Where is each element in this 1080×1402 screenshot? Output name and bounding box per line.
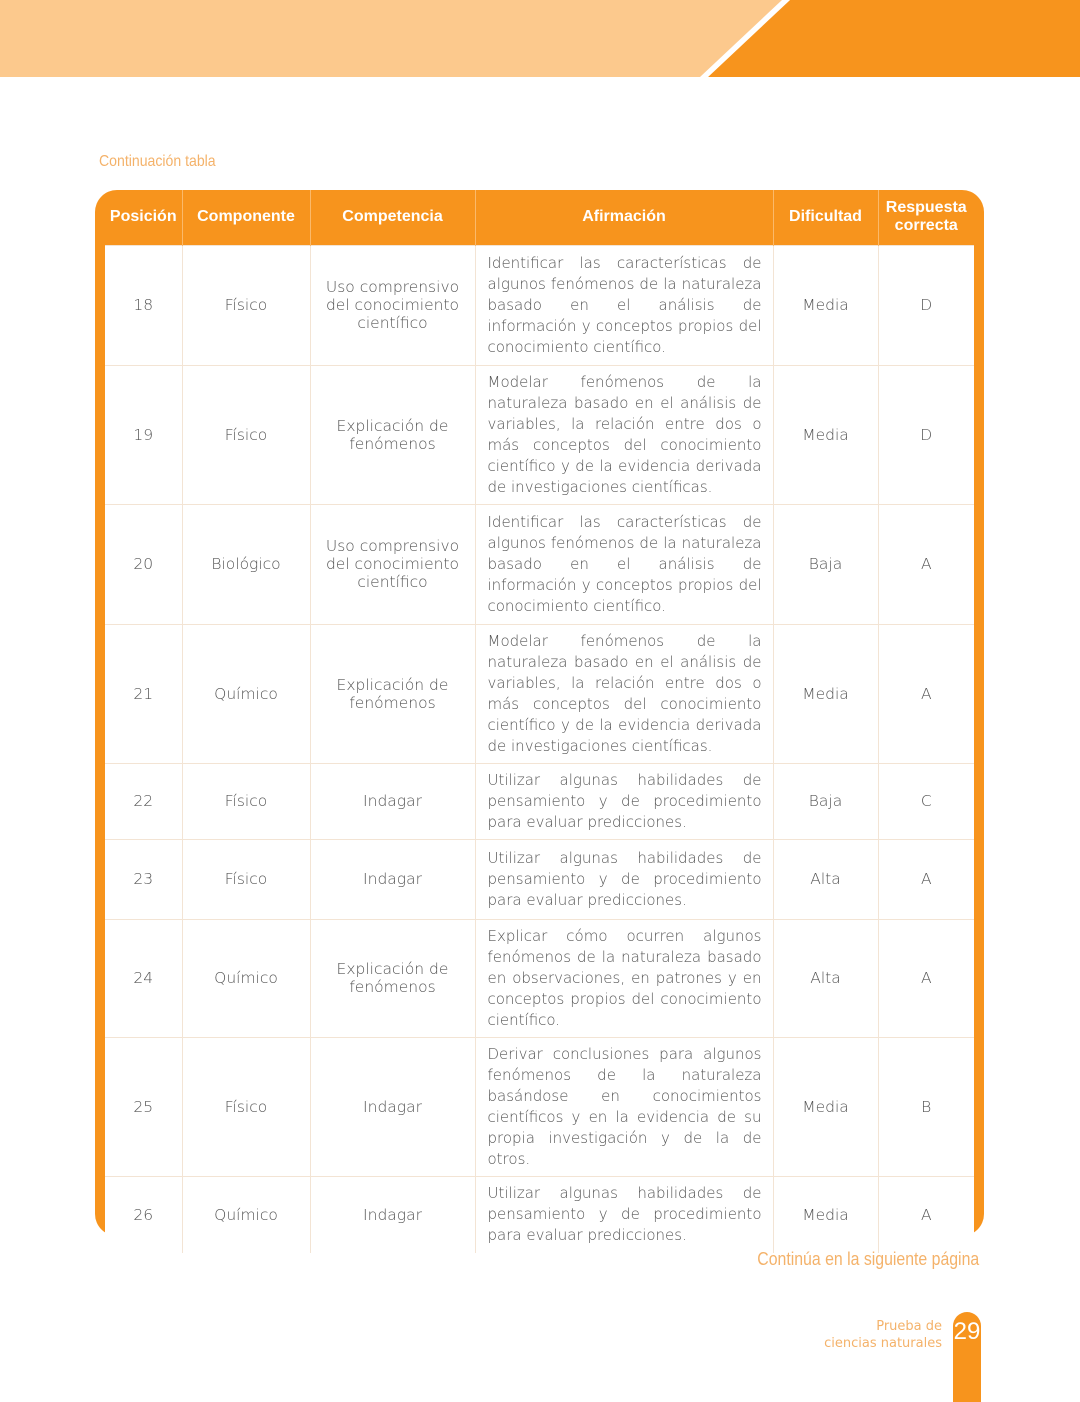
cell-componente: Físico [182, 763, 310, 839]
header-competencia: Competencia [310, 190, 475, 245]
table-header [105, 190, 974, 245]
cell-competencia: Indagar [310, 1037, 475, 1176]
cell-posicion: 19 [105, 365, 182, 504]
table-row [105, 504, 974, 624]
cell-respuesta: A [878, 504, 974, 624]
cell-componente: Químico [182, 919, 310, 1037]
table-row [105, 839, 974, 919]
table-row [105, 1037, 974, 1176]
cell-componente: Físico [182, 839, 310, 919]
cell-posicion: 20 [105, 504, 182, 624]
table-row [105, 1176, 974, 1253]
footer-line-2: ciencias naturales [824, 1336, 942, 1351]
cell-componente: Químico [182, 1176, 310, 1253]
cell-competencia: Indagar [310, 839, 475, 919]
header-posicion: Posición [109, 208, 177, 226]
cell-afirmacion: Utilizar algunas habilidades de pensamiento y de procedimiento para evaluar predicciones. [475, 1176, 773, 1253]
header-dificultad: Dificultad [773, 190, 878, 245]
cell-componente: Físico [182, 365, 310, 504]
table-row [105, 365, 974, 504]
cell-afirmacion: Utilizar algunas habilidades de pensamiento y de procedimiento para evaluar predicciones. [475, 763, 773, 839]
cell-afirmacion: Identificar las características de algunos fenómenos de la naturaleza basado en el análisis de información y conceptos propios del conocimiento científico. [475, 504, 773, 624]
cell-dificultad: Media [773, 1176, 878, 1253]
top-banner [0, 0, 1080, 77]
table-row [105, 919, 974, 1037]
cell-competencia: Indagar [310, 763, 475, 839]
page-number: 29 [953, 1312, 981, 1402]
cell-afirmacion: Modelar fenómenos de la naturaleza basado en el análisis de variables, la relación entre dos o más conceptos del conocimiento científico y de la evidencia derivada de investigaciones científicas. [475, 365, 773, 504]
header-respuesta: Respuesta correcta [878, 190, 974, 245]
cell-posicion: 24 [105, 919, 182, 1037]
cell-respuesta: D [878, 245, 974, 365]
cell-competencia: Explicación de fenómenos [310, 919, 475, 1037]
results-table [105, 190, 974, 1253]
results-table-frame [95, 190, 984, 1245]
cell-respuesta: A [878, 839, 974, 919]
cell-dificultad: Media [773, 365, 878, 504]
footer-title [824, 1318, 942, 1352]
cell-respuesta: A [878, 919, 974, 1037]
cell-dificultad: Media [773, 1037, 878, 1176]
table-row [105, 763, 974, 839]
cell-posicion: 26 [105, 1176, 182, 1253]
cell-dificultad: Alta [773, 919, 878, 1037]
cell-posicion: 23 [105, 839, 182, 919]
cell-afirmacion: Derivar conclusiones para algunos fenómenos de la naturaleza basándose en conocimientos científicos y en la evidencia de su propia investigación y de la de otros. [475, 1037, 773, 1176]
cell-respuesta: B [878, 1037, 974, 1176]
cell-competencia: Uso comprensivo del conocimiento científico [310, 245, 475, 365]
cell-competencia: Indagar [310, 1176, 475, 1253]
cell-posicion: 18 [105, 245, 182, 365]
cell-afirmacion: Utilizar algunas habilidades de pensamiento y de procedimiento para evaluar predicciones. [475, 839, 773, 919]
cell-componente: Físico [182, 1037, 310, 1176]
continue-note: Continúa en la siguiente página [757, 1249, 979, 1269]
cell-respuesta: A [878, 1176, 974, 1253]
cell-competencia: Explicación de fenómenos [310, 624, 475, 763]
cell-respuesta: C [878, 763, 974, 839]
cell-posicion: 21 [105, 624, 182, 763]
table-row [105, 624, 974, 763]
footer-line-1: Prueba de [876, 1319, 942, 1334]
cell-afirmacion: Modelar fenómenos de la naturaleza basado en el análisis de variables, la relación entre dos o más conceptos del conocimiento científico y de la evidencia derivada de investigaciones científicas. [475, 624, 773, 763]
cell-afirmacion: Identificar las características de algunos fenómenos de la naturaleza basado en el análisis de información y conceptos propios del conocimiento científico. [475, 245, 773, 365]
cell-componente: Químico [182, 624, 310, 763]
cell-componente: Biológico [182, 504, 310, 624]
header-componente: Componente [182, 190, 310, 245]
cell-dificultad: Media [773, 245, 878, 365]
cell-dificultad: Media [773, 624, 878, 763]
cell-respuesta: A [878, 624, 974, 763]
table-row [105, 245, 974, 365]
cell-respuesta: D [878, 365, 974, 504]
cell-dificultad: Alta [773, 839, 878, 919]
cell-posicion: 25 [105, 1037, 182, 1176]
cell-competencia: Explicación de fenómenos [310, 365, 475, 504]
cell-dificultad: Baja [773, 504, 878, 624]
cell-dificultad: Baja [773, 763, 878, 839]
cell-afirmacion: Explicar cómo ocurren algunos fenómenos de la naturaleza basado en observaciones, en patrones y en conceptos propios del conocimiento científico. [475, 919, 773, 1037]
cell-posicion: 22 [105, 763, 182, 839]
header-afirmacion: Afirmación [475, 190, 773, 245]
table-caption: Continuación tabla [99, 153, 216, 170]
cell-componente: Físico [182, 245, 310, 365]
cell-competencia: Uso comprensivo del conocimiento científico [310, 504, 475, 624]
